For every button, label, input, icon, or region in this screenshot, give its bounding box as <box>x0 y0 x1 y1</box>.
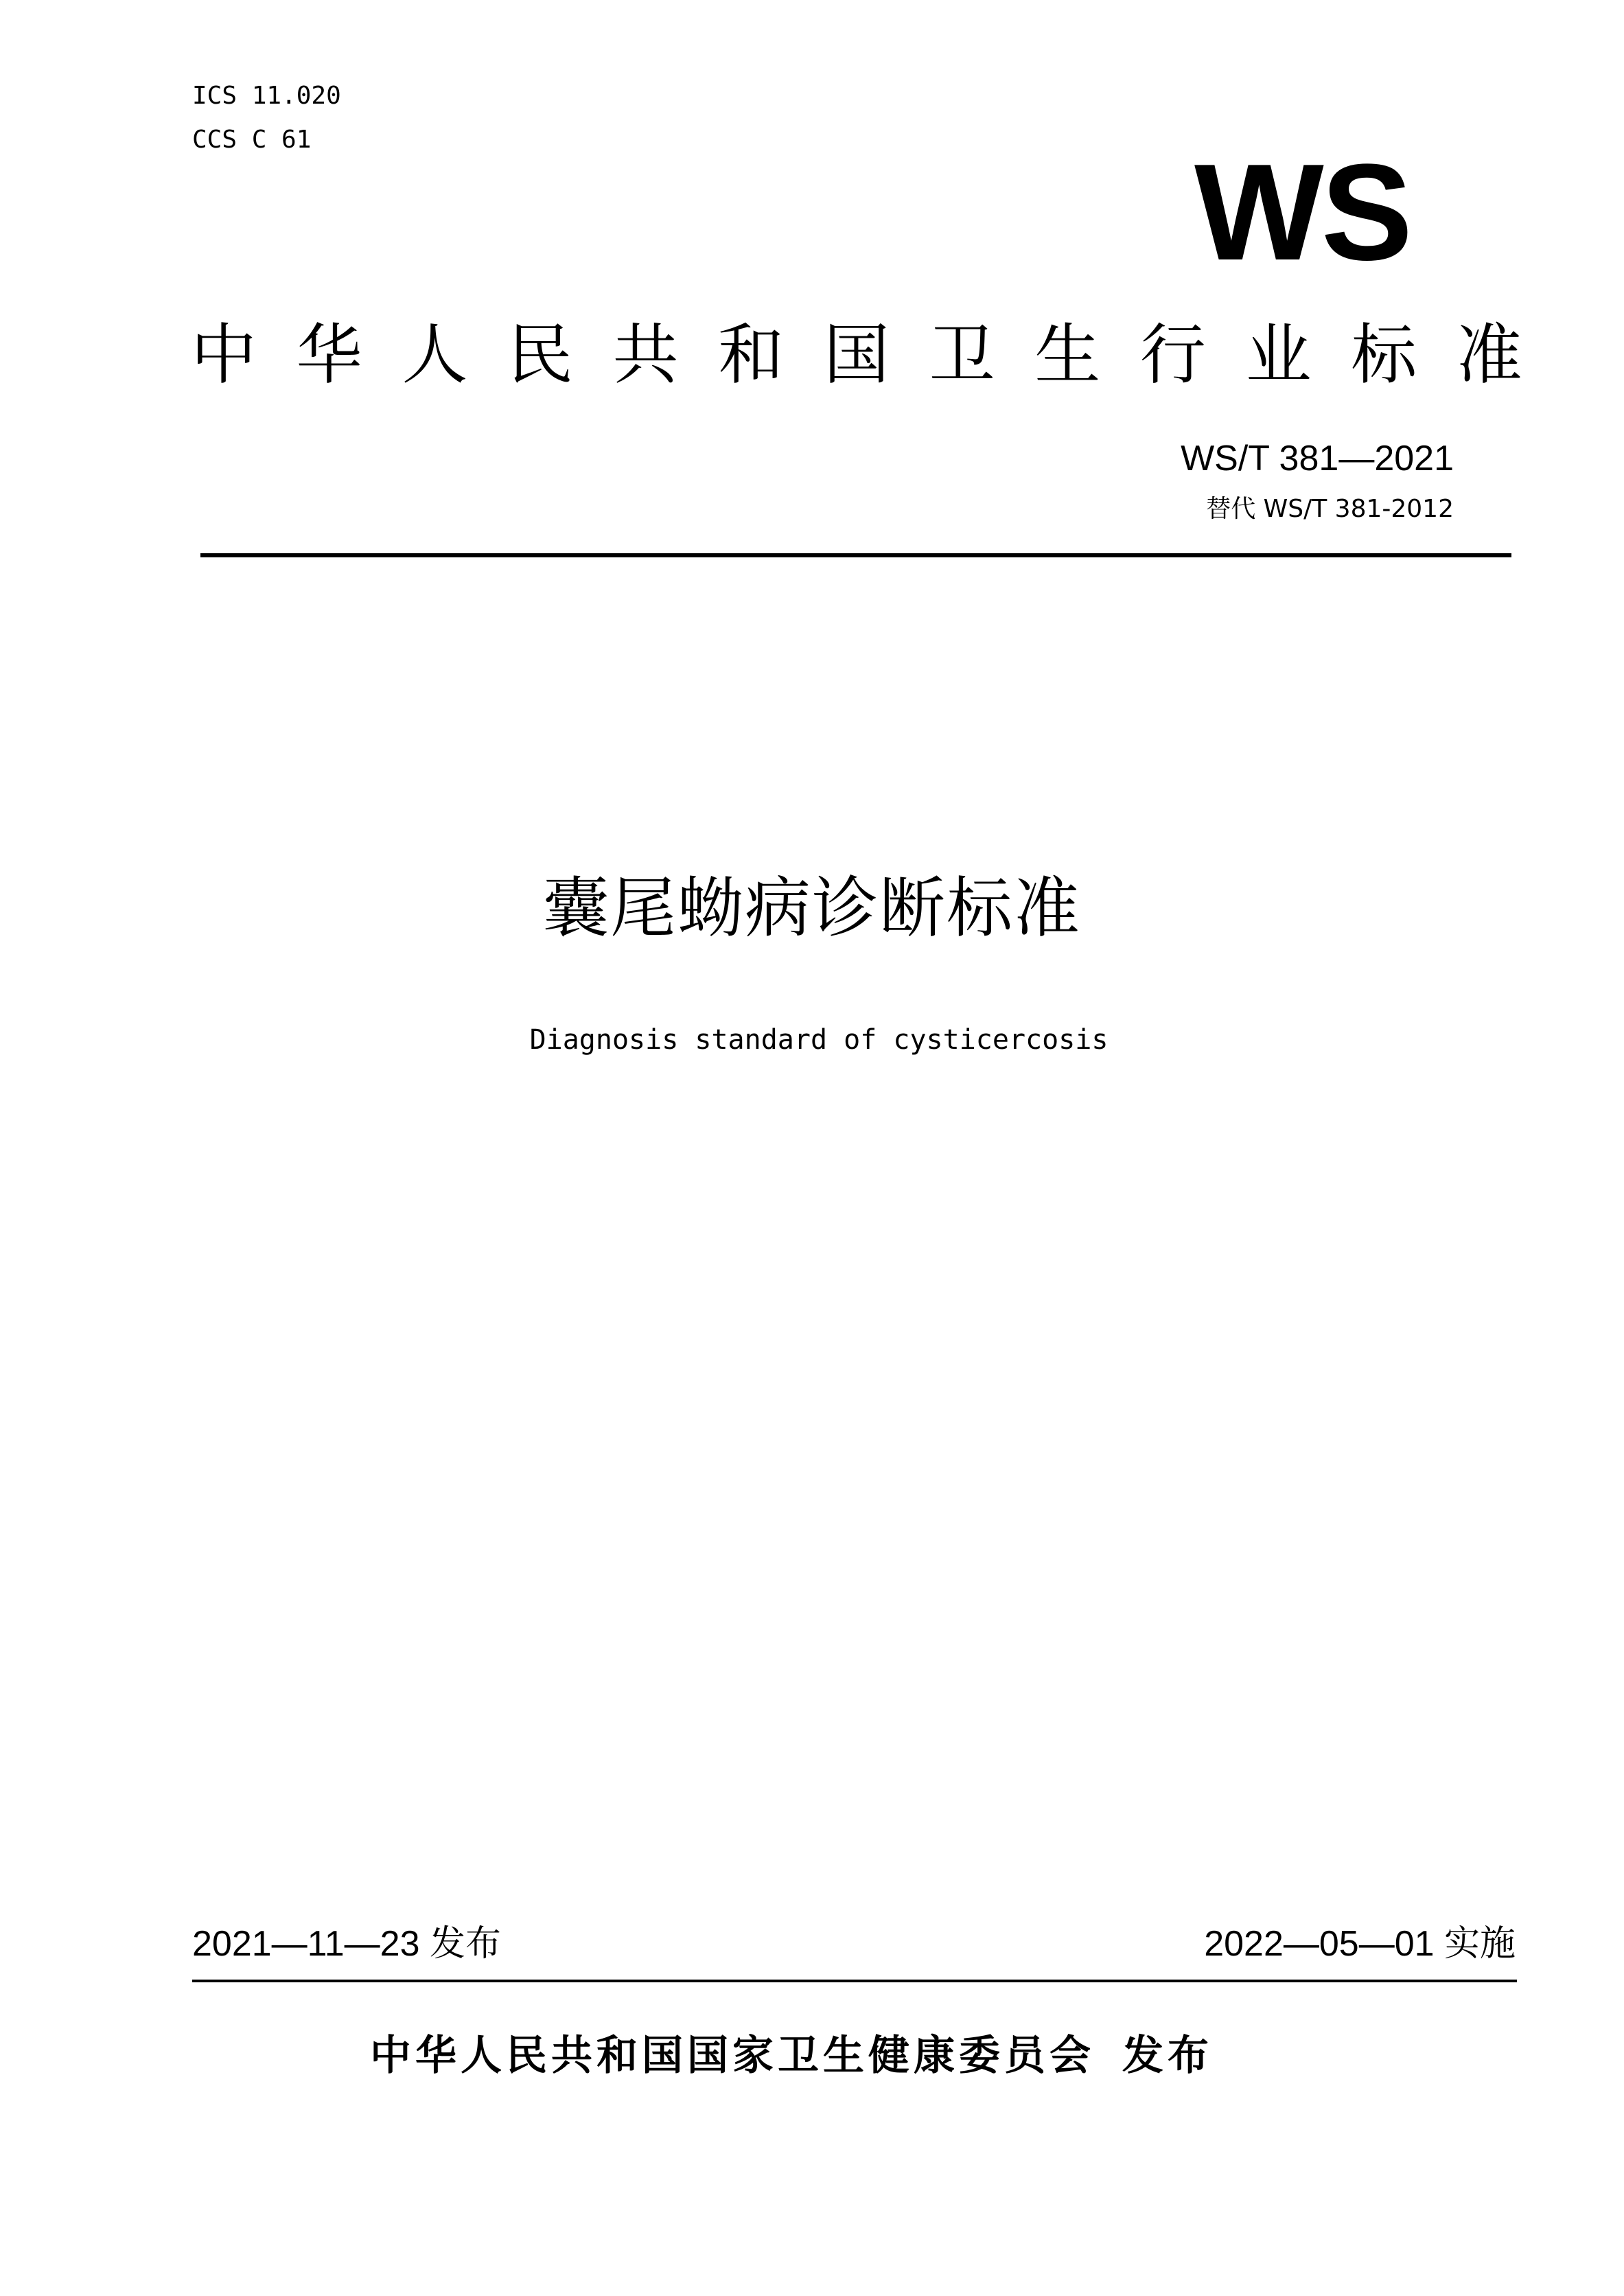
ics-code: ICS 11.020 <box>192 82 341 110</box>
publish-date: 2021—11—23 发布 <box>192 1924 501 1964</box>
title-char: 卫 <box>929 316 995 393</box>
ws-logo: WS <box>1194 136 1411 289</box>
title-char: 业 <box>1245 316 1312 393</box>
title-char: 人 <box>402 316 468 393</box>
footer-divider <box>192 1980 1517 1982</box>
title-char: 行 <box>1139 316 1206 393</box>
title-char: 民 <box>507 316 573 393</box>
title-char: 和 <box>718 316 785 393</box>
title-char: 生 <box>1034 316 1101 393</box>
title-char: 准 <box>1456 316 1522 393</box>
publisher-line <box>0 2030 1624 2081</box>
standard-category-title <box>191 317 1522 393</box>
document-title-cn: 囊尾蚴病诊断标准 <box>543 870 1081 947</box>
title-char: 标 <box>1351 316 1417 393</box>
title-char: 华 <box>296 316 362 393</box>
replaces-standard: 替代 WS/T 381-2012 <box>1206 495 1454 523</box>
standard-number: WS/T 381—2021 <box>1181 439 1454 478</box>
title-char: 中 <box>191 316 257 393</box>
ccs-code: CCS C 61 <box>192 126 312 154</box>
title-char: 国 <box>823 316 890 393</box>
title-char: 共 <box>612 316 679 393</box>
publisher-action: 发布 <box>1122 2032 1213 2080</box>
publisher-name: 中华人民共和国国家卫生健康委员会 <box>370 2032 1095 2080</box>
header-divider <box>200 553 1511 557</box>
effective-date: 2022—05—01 实施 <box>1204 1924 1516 1964</box>
document-title-en: Diagnosis standard of cysticercosis <box>529 1024 1109 1056</box>
